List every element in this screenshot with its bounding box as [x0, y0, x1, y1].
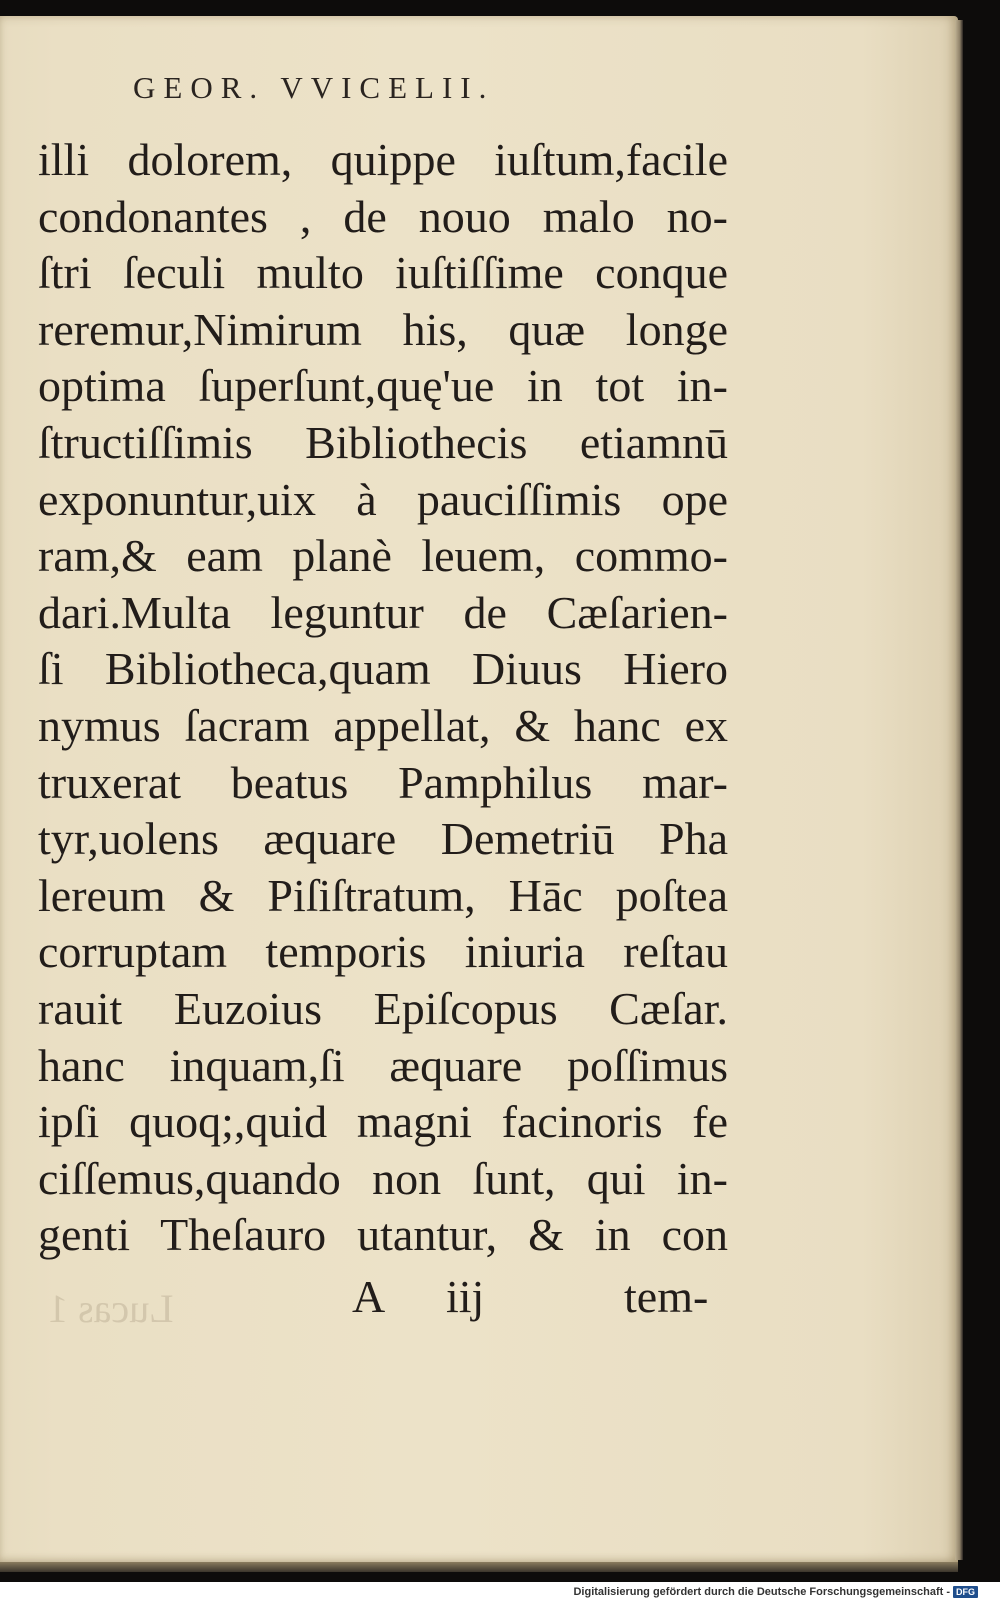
text-line: hanc inquam,ſi æquare poſſimus: [38, 1039, 728, 1091]
text-line: ſtri ſeculi multo iuſtiſſime conque: [38, 247, 728, 299]
signature-mark: A: [352, 1271, 386, 1322]
text-line: ſtructiſſimis Bibliothecis etiamnū: [38, 416, 728, 468]
dfg-logo: DFG: [953, 1586, 978, 1598]
text-line: reremur,Nimirum his, quæ longe: [38, 303, 728, 355]
catchword: tem-: [624, 1271, 709, 1322]
text-line: illi dolorem, quippe iuſtum,facile: [38, 134, 728, 185]
text-line: nymus ſacram appellat, & hanc ex: [38, 699, 728, 751]
text-line: condonantes , de nouo malo no-: [38, 190, 728, 242]
text-line: corruptam temporis iniuria reſtau: [38, 926, 728, 978]
text-line: ram,& eam planè leuem, commo-: [38, 530, 728, 582]
show-through-text: Lucas 1: [48, 1286, 174, 1331]
page-bottom-edge: [0, 1562, 958, 1572]
text-line: exponuntur,uix à pauciſſimis ope: [38, 473, 728, 525]
text-line: tyr,uolens æquare Demetriū Pha: [38, 813, 728, 865]
text-line: optima ſuperſunt,quę'ue in tot in-: [38, 360, 728, 412]
text-line: lereum & Piſiſtratum, Hāc poſtea: [38, 869, 728, 921]
digitization-credit: [573, 1586, 978, 1598]
text-line: genti Theſauro utantur, & in con: [38, 1209, 728, 1261]
body-text: [38, 132, 728, 1264]
text-line: ſi Bibliotheca,quam Diuus Hiero: [38, 643, 728, 695]
text-line: ciſſemus,quando non ſunt, qui in-: [38, 1152, 728, 1204]
credit-text: Digitalisierung gefördert durch die Deutsche Forschungsgemeinschaft -: [573, 1586, 950, 1598]
text-line: ipſi quoq;,quid magni facinoris fe: [38, 1096, 728, 1148]
text-line: dari.Multa leguntur de Cæſarien-: [38, 586, 728, 638]
running-head: GEOR. VVICELII.: [133, 70, 495, 105]
text-line: rauit Euzoius Epiſcopus Cæſar.: [38, 982, 728, 1034]
text-line: truxerat beatus Pamphilus mar-: [38, 756, 728, 808]
page-fore-edge: [955, 20, 963, 1560]
signature-number: iij: [446, 1271, 485, 1322]
